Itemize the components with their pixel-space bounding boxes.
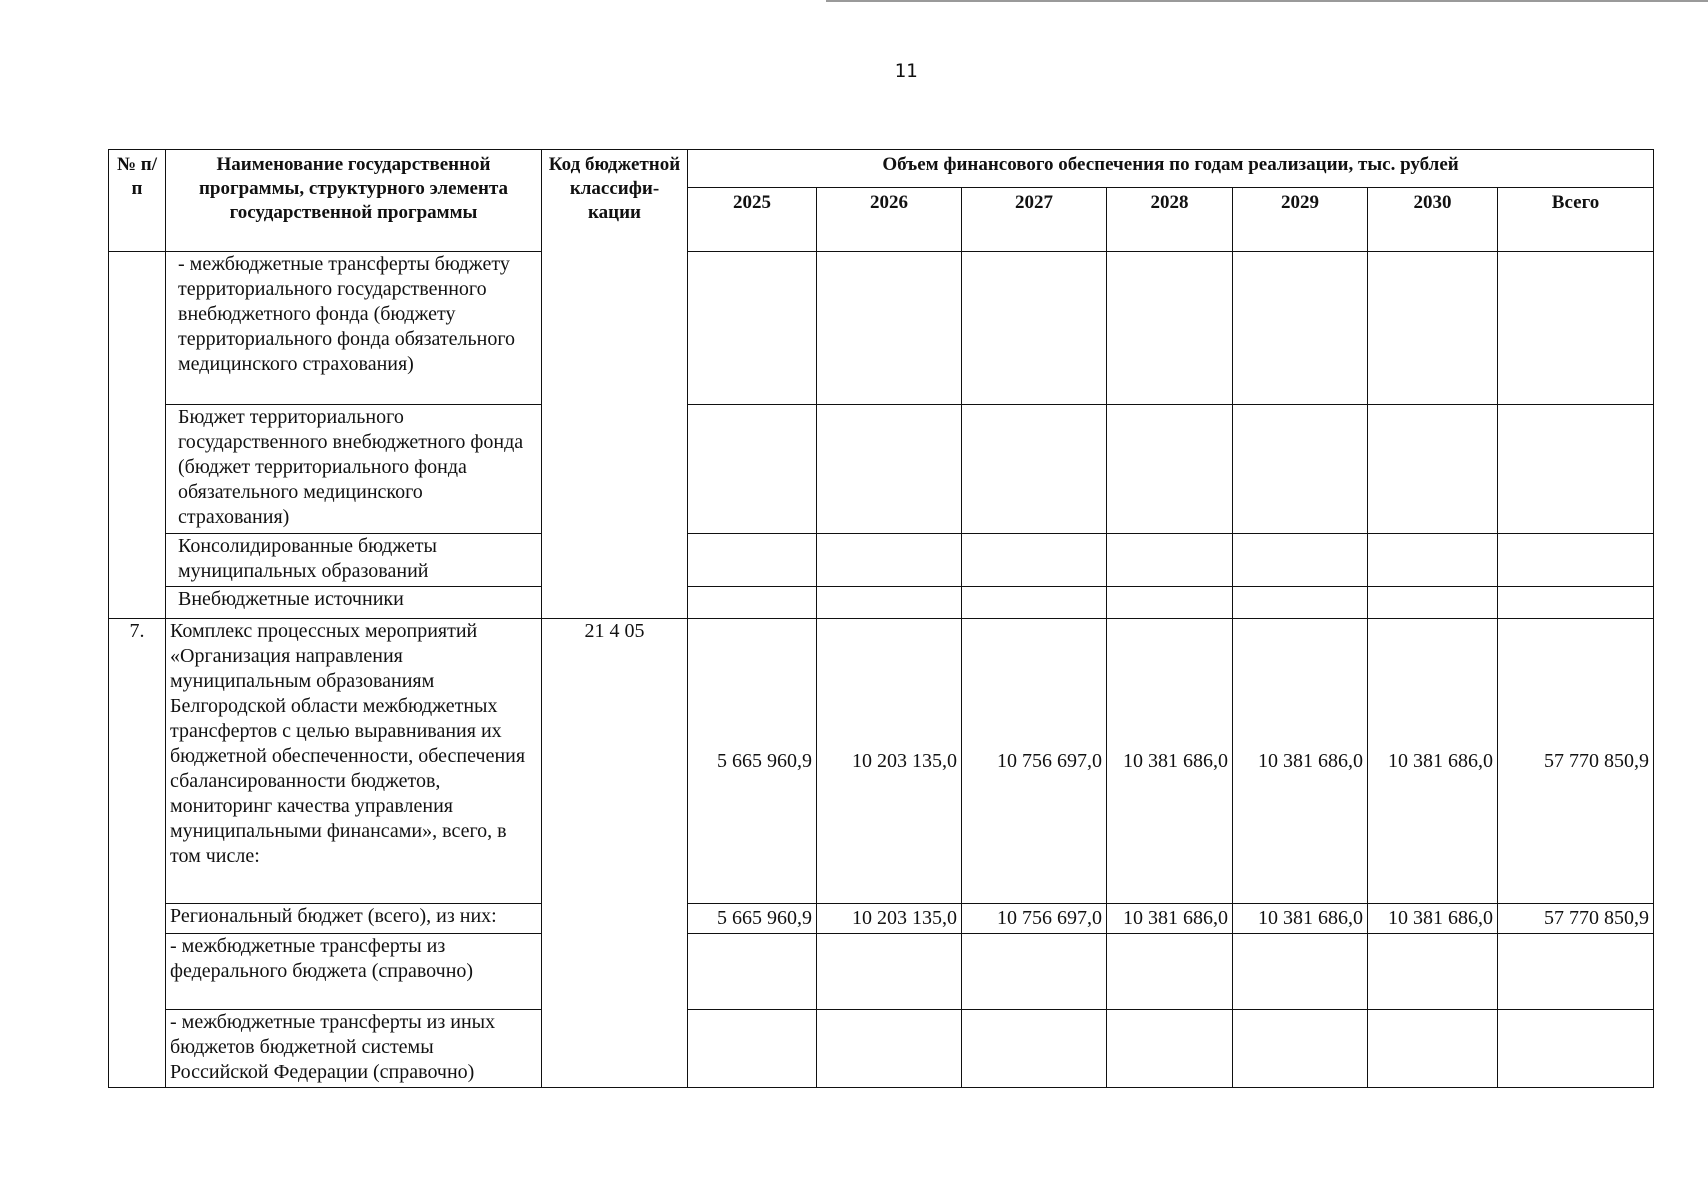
row-name: Бюджет территориального государственного внебюджетного фонда (бюджет территориального фонда обязательного медицинского страхования): [166, 405, 542, 534]
value-2027: 10 756 697,0: [962, 904, 1107, 934]
header-year-2026: 2026: [817, 188, 962, 252]
header-code: Код бюджетной классифи-кации: [542, 150, 688, 252]
header-total: Всего: [1498, 188, 1654, 252]
value-2025: 5 665 960,9: [688, 904, 817, 934]
value-2026: 10 203 135,0: [817, 619, 962, 904]
row-no: 7.: [109, 619, 166, 1088]
value-2027: 10 756 697,0: [962, 619, 1107, 904]
header-year-2028: 2028: [1107, 188, 1233, 252]
header-name: Наименование государственной программы, структурного элемента государственной программы: [166, 150, 542, 252]
row-name: Внебюджетные источники: [166, 587, 542, 619]
row-code: 21 4 05: [542, 619, 688, 1088]
page-number: 11: [894, 60, 918, 82]
row-no: [109, 252, 166, 619]
header-no: № п/п: [109, 150, 166, 252]
row-name: - межбюджетные трансферты бюджету территориального государственного внебюджетного фонда (бюджету территориального фонда обязательного медицинского страхования): [166, 252, 542, 405]
value-2025: 5 665 960,9: [688, 619, 817, 904]
table-row: [109, 1010, 1654, 1088]
header-year-2025: 2025: [688, 188, 817, 252]
budget-table: [108, 149, 1654, 1088]
row-name: Комплекс процессных мероприятий «Организация направления муниципальным образованиям Белгородской области межбюджетных трансфертов с целью выравнивания их бюджетной обеспеченности, обеспечения сбалансированности бюджетов, мониторинг качества управления муниципальными финансами», всего, в том числе:: [166, 619, 542, 904]
table-row: [109, 587, 1654, 619]
table-row: [109, 405, 1654, 534]
row-name: Консолидированные бюджеты муниципальных образований: [166, 534, 542, 587]
value-2030: 10 381 686,0: [1368, 904, 1498, 934]
value-2028: 10 381 686,0: [1107, 904, 1233, 934]
header-year-2027: 2027: [962, 188, 1107, 252]
value-2029: 10 381 686,0: [1233, 904, 1368, 934]
row-name: - межбюджетные трансферты из иных бюджетов бюджетной системы Российской Федерации (справочно): [166, 1010, 542, 1088]
row-code: [542, 252, 688, 619]
row-name: Региональный бюджет (всего), из них:: [166, 904, 542, 934]
value-total: 57 770 850,9: [1498, 619, 1654, 904]
value-total: 57 770 850,9: [1498, 904, 1654, 934]
value-2028: 10 381 686,0: [1107, 619, 1233, 904]
header-year-2029: 2029: [1233, 188, 1368, 252]
table-row: [109, 534, 1654, 587]
table-row: [109, 934, 1654, 1010]
top-rule: [826, 0, 1708, 2]
row-name: - межбюджетные трансферты из федерального бюджета (справочно): [166, 934, 542, 1010]
header-volume: Объем финансового обеспечения по годам реализации, тыс. рублей: [688, 150, 1654, 188]
value-2026: 10 203 135,0: [817, 904, 962, 934]
table-row: [109, 619, 1654, 904]
table-row: [109, 252, 1654, 405]
header-year-2030: 2030: [1368, 188, 1498, 252]
table-row: [109, 904, 1654, 934]
value-2030: 10 381 686,0: [1368, 619, 1498, 904]
value-2029: 10 381 686,0: [1233, 619, 1368, 904]
